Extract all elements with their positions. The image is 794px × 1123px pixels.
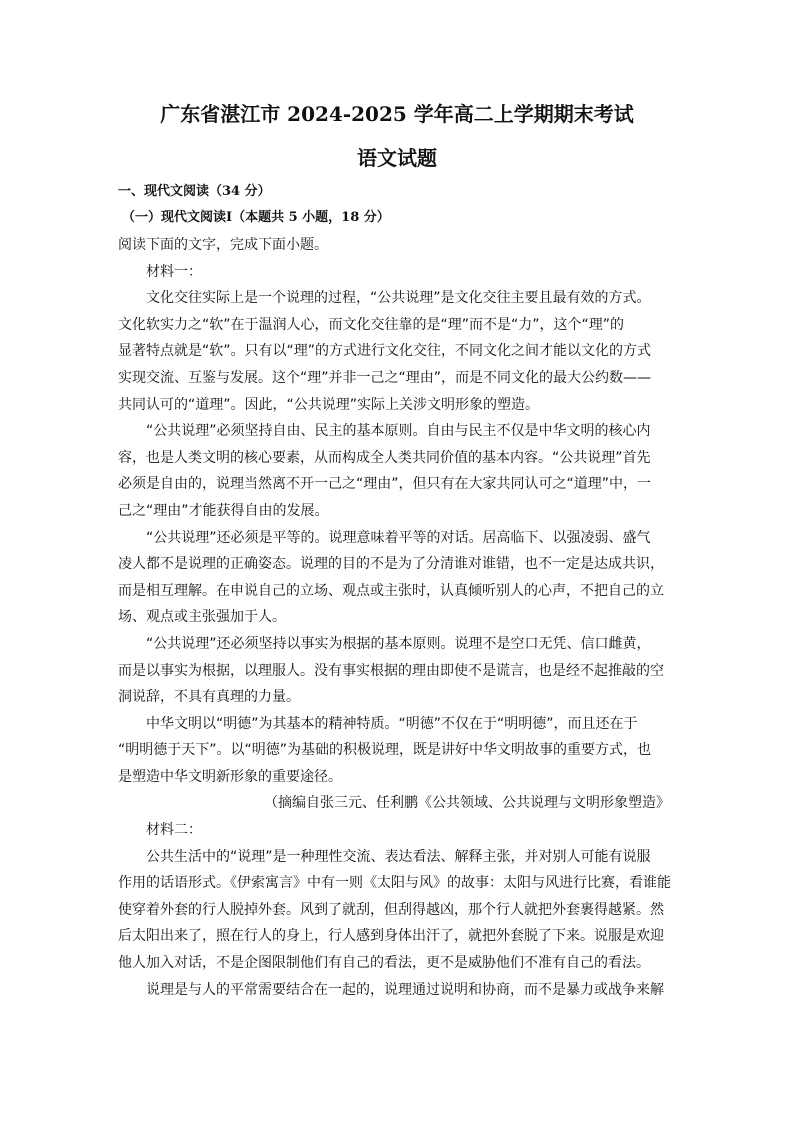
source-citation: （摘编自张三元、任利鹏《公共领域、公共说理与文明形象塑造》 bbox=[264, 795, 670, 812]
paragraph-line: 共同认可的“道理”。因此，“公共说理”实际上关涉文明形象的塑造。 bbox=[118, 396, 540, 413]
paragraph-line: 中华文明以“明德”为其基本的精神特质。“明德”不仅在于“明明德”，而且还在于 bbox=[146, 715, 638, 732]
paragraph-line: 作用的话语形式。《伊索寓言》中有一则《太阳与风》的故事：太阳与风进行比赛，看谁能 bbox=[118, 875, 671, 892]
paragraph-line: 凌人都不是说理的正确姿态。说理的目的不是为了分清谁对谁错，也不一定是达成共识， bbox=[118, 556, 664, 573]
exam-title: 广东省湛江市 2024-2025 学年高二上学期期末考试 bbox=[160, 102, 634, 126]
passage-body bbox=[118, 232, 674, 1003]
material-label: 材料二： bbox=[146, 822, 202, 839]
paragraph-line: 场、观点或主张强加于人。 bbox=[118, 609, 286, 626]
exam-subtitle: 语文试题 bbox=[357, 146, 437, 170]
section-heading: 一、现代文阅读（34 分） bbox=[118, 184, 271, 199]
paragraph-line: 后太阳出来了，照在行人的身上，行人感到身体出汗了，就把外套脱了下来。说服是欢迎 bbox=[118, 928, 664, 945]
paragraph-line: 说理是与人的平常需要结合在一起的，说理通过说明和协商，而不是暴力或战争来解 bbox=[146, 981, 664, 998]
paragraph-line: 容，也是人类文明的核心要素，从而构成全人类共同价值的基本内容。“公共说理”首先 bbox=[118, 449, 651, 466]
paragraph-line: 显著特点就是“软”。只有以“理”的方式进行文化交往，不同文化之间才能以文化的方式 bbox=[118, 343, 652, 360]
paragraph-line: “公共说理”还必须是平等的。说理意味着平等的对话。居高临下、以强凌弱、盛气 bbox=[146, 529, 651, 546]
paragraph-line: 洞说辞，不具有真理的力量。 bbox=[118, 689, 300, 706]
paragraph-line: “公共说理”还必须坚持以事实为根据的基本原则。说理不是空口无凭、信口雌黄， bbox=[146, 635, 651, 652]
paragraph-line: “明明德于天下”。以“明德”为基础的积极说理，既是讲好中华文明故事的重要方式，也 bbox=[118, 742, 652, 759]
paragraph-line: 是塑造中华文明新形象的重要途径。 bbox=[118, 768, 342, 785]
paragraph-line: 文化交往实际上是一个说理的过程，“公共说理”是文化交往主要且最有效的方式。 bbox=[146, 290, 651, 307]
paragraph-line: 他人加入对话，不是企图限制他们有自己的看法，更不是威胁他们不准有自己的看法。 bbox=[118, 955, 650, 972]
paragraph-line: 必须是自由的，说理当然离不开一己之“理由”，但只有在大家共同认可之“道理”中，一 bbox=[118, 476, 652, 493]
paragraph-line: 而是以事实为根据，以理服人。没有事实根据的理由即使不是谎言，也是经不起推敲的空 bbox=[118, 662, 664, 679]
paragraph-line: 文化软实力之“软”在于温润人心，而文化交往靠的是“理”而不是“力”，这个“理”的 bbox=[118, 316, 625, 333]
section-subheading: （一）现代文阅读Ⅰ（本题共 5 小题，18 分） bbox=[122, 210, 390, 225]
paragraph-line: 实现交流、互鉴与发展。这个“理”并非一己之“理由”，而是不同文化的最大公约数—— bbox=[118, 369, 652, 386]
paragraph-line: 己之“理由”才能获得自由的发展。 bbox=[118, 502, 329, 519]
material-label: 材料一： bbox=[146, 263, 202, 280]
paragraph-line: 而是相互理解。在申说自己的立场、观点或主张时，认真倾听别人的心声，不把自己的立 bbox=[118, 582, 664, 599]
instruction-line: 阅读下面的文字，完成下面小题。 bbox=[118, 237, 328, 253]
paragraph-line: 公共生活中的“说理”是一种理性交流、表达看法、解释主张，并对别人可能有说服 bbox=[146, 848, 651, 865]
paragraph-line: “公共说理”必须坚持自由、民主的基本原则。自由与民主不仅是中华文明的核心内 bbox=[146, 423, 651, 440]
paragraph-line: 使穿着外套的行人脱掉外套。风到了就刮，但刮得越凶，那个行人就把外套裹得越紧。然 bbox=[118, 901, 664, 918]
